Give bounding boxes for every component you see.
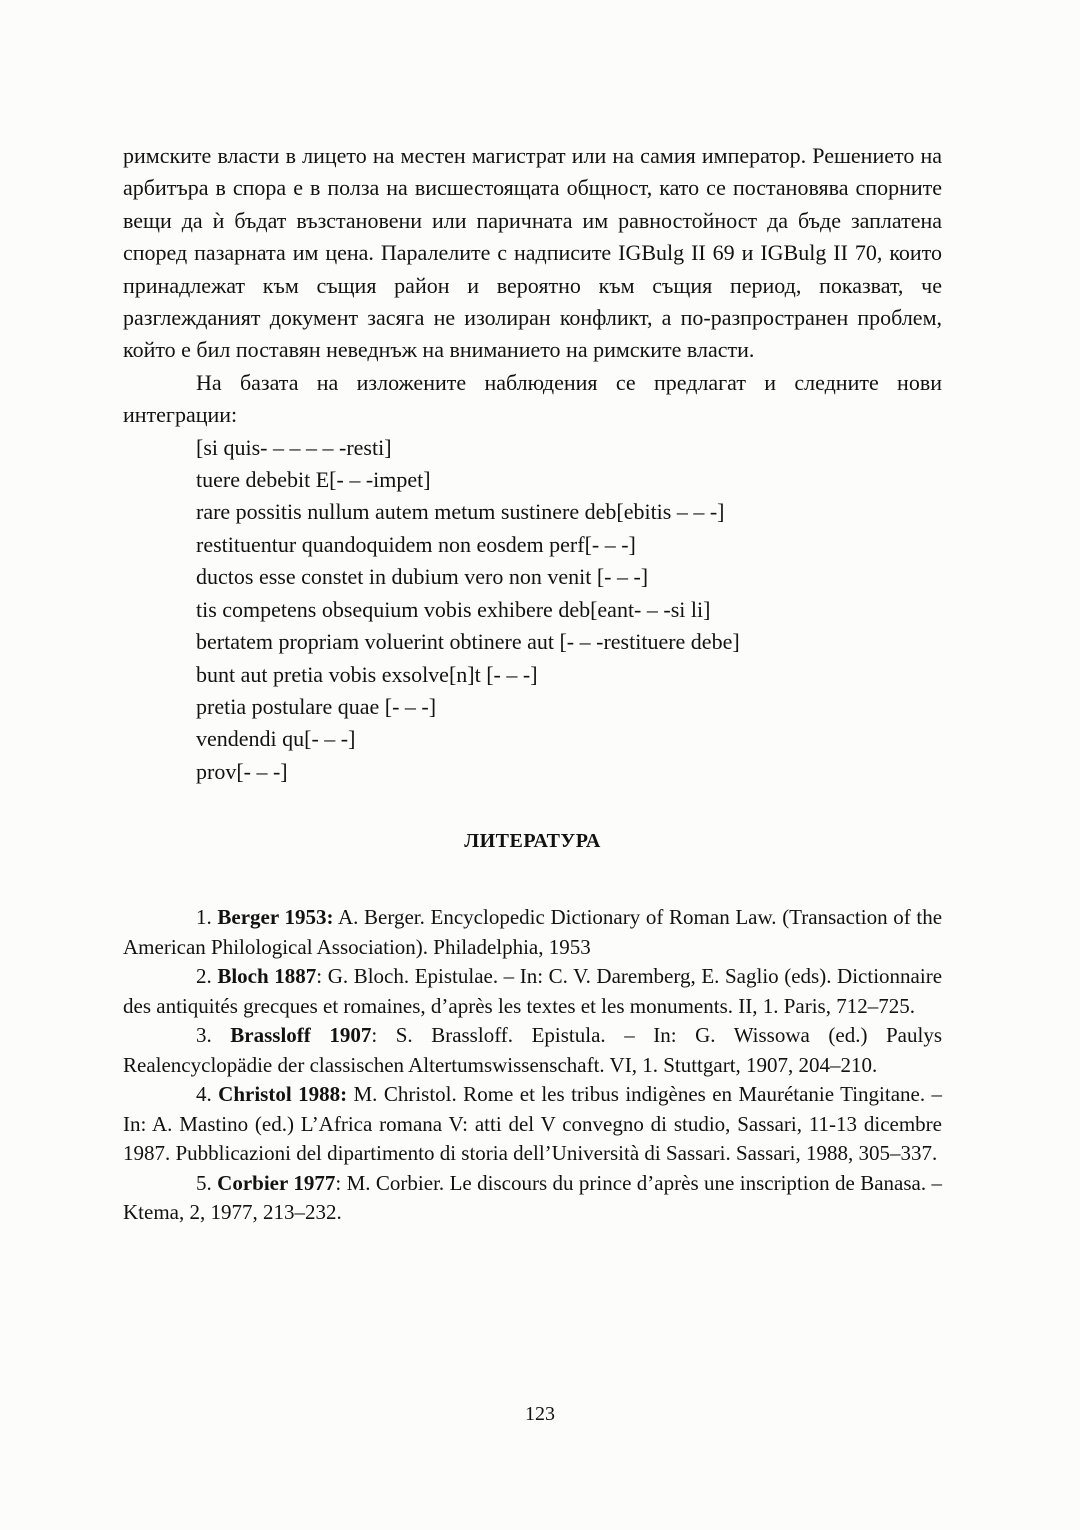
- bibliography-entry: [123, 903, 942, 962]
- page-number: 123: [525, 1403, 555, 1425]
- latin-line: tuere debebit E[- – -impet]: [196, 467, 431, 493]
- bibliography-entry: [123, 1080, 942, 1169]
- entry-text: M. Christol. Rome et les tribus indigènes en Maurétanie Tingitane. – In: A. Mastino (ed.) L’Africa romana V: atti del V convegno di studio, Sassari, 11-13 dicembre 1987. Pubblicazioni del dipartimento di storia dell’Università di Sassari. Sassari, 1988, 305–337.: [123, 1082, 943, 1166]
- entry-text: A. Berger. Encyclopedic Dictionary of Roman Law. (Transaction of the American Philological Association). Philadelphia, 1953: [123, 905, 943, 959]
- bibliography-list: [123, 903, 942, 1228]
- entry-text: : M. Corbier. Le discours du prince d’après une inscription de Banasa. – Ktema, 2, 1977, 213–232.: [123, 1170, 943, 1225]
- entry-label: Corbier 1977: [217, 1170, 336, 1195]
- bibliography-entry: [123, 962, 942, 1021]
- entry-number: 3.: [196, 1023, 231, 1048]
- entry-text: : S. Brassloff. Epistula. – In: G. Wissowa (ed.) Paulys Realencyclopädie der classischen Altertumswissenschaft. VI, 1. Stuttgart, 1907, 204–210.: [123, 1023, 942, 1077]
- bibliography-entry: [123, 1021, 942, 1080]
- latin-line: [si quis- – – – – -resti]: [196, 434, 392, 460]
- entry-number: 5.: [196, 1170, 218, 1195]
- latin-line: pretia postulare quae [- – -]: [196, 693, 437, 719]
- entry-label: Brassloff 1907: [230, 1023, 372, 1048]
- bibliography-entry: [123, 1169, 942, 1228]
- entry-label: Berger 1953:: [217, 905, 334, 930]
- entry-label: Bloch 1887: [217, 964, 317, 989]
- latin-line: ductos esse constet in dubium vero non venit [- – -]: [196, 564, 649, 590]
- latin-line: restituentur quandoquidem non eosdem perf[- – -]: [196, 531, 636, 557]
- bibliography-heading: ЛИТЕРАТУРА: [464, 830, 601, 853]
- latin-line: vendendi qu[- – -]: [196, 726, 356, 752]
- paragraph-intro: На базата на изложените наблюдения се предлагат и следните нови интеграции:: [123, 369, 942, 428]
- latin-reconstruction-block: [123, 432, 942, 788]
- entry-number: 2.: [196, 964, 218, 989]
- latin-line: bunt aut pretia vobis exsolve[n]t [- – -]: [196, 661, 538, 687]
- latin-line: tis competens obsequium vobis exhibere deb[eant- – -si li]: [196, 596, 711, 622]
- entry-number: 4.: [196, 1082, 219, 1107]
- entry-label: Christol 1988:: [218, 1082, 348, 1107]
- paragraph-main: римските власти в лицето на местен магистрат или на самия император. Решението на арбитъра в спора е в полза на висшестоящата общност, като се постановява спорните вещи да ѝ бъдат възстановени или паричната им равностойност да бъде заплатена според пазарната им цена. Паралелите с надписите IGBulg II 69 и IGBulg II 70, които принадлежат към същия район и вероятно към същия период, показват, че разглежданият документ засяга не изолиран конфликт, а по-разпространен проблем, който е бил поставян неведнъж на вниманието на римските власти.: [123, 143, 942, 363]
- latin-line: rare possitis nullum autem metum sustinere deb[ebitis – – -]: [196, 499, 725, 525]
- entry-number: 1.: [196, 905, 218, 930]
- latin-line: bertatem propriam voluerint obtinere aut [- – -restituere debe]: [196, 629, 740, 655]
- latin-line: prov[- – -]: [196, 758, 288, 784]
- entry-text: : G. Bloch. Epistulae. – In: C. V. Daremberg, E. Saglio (eds). Dictionnaire des antiquités grecques et romaines, d’après les textes et les monuments. II, 1. Paris, 712–725.: [123, 964, 943, 1018]
